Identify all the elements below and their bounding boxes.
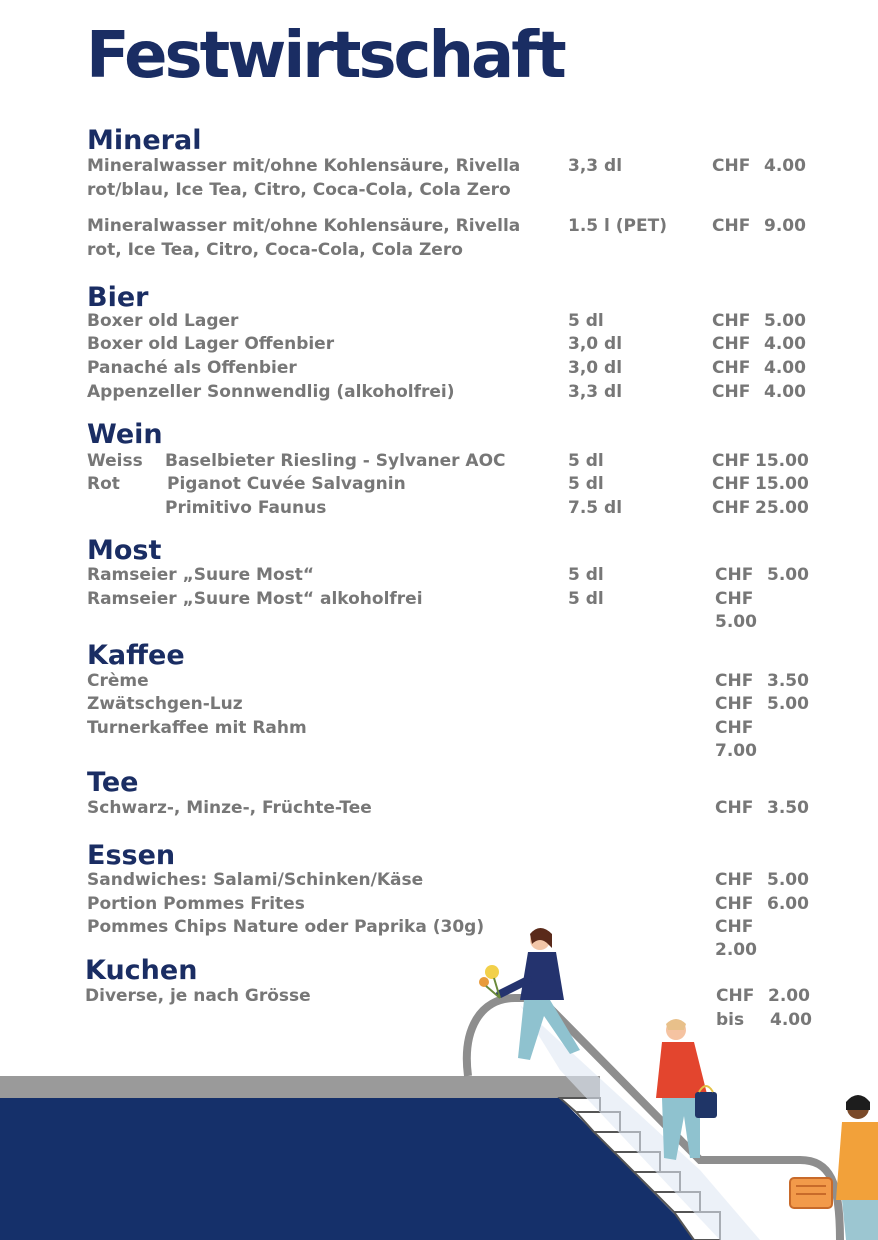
item-size: 5 dl	[568, 451, 604, 471]
price-range-connector: bis	[716, 1010, 745, 1030]
item-size: 5 dl	[568, 589, 604, 609]
item-name: Mineralwasser mit/ohne Kohlensäure, Rivella	[87, 156, 521, 176]
item-price: 5.00	[767, 694, 809, 714]
item-currency: CHF	[715, 894, 754, 914]
item-currency: CHF	[712, 498, 751, 518]
item-name: Ramseier „Suure Most“ alkoholfrei	[87, 589, 423, 609]
section-heading-kuchen: Kuchen	[85, 955, 198, 986]
item-currency: CHF	[715, 870, 754, 890]
item-price: 3.50	[767, 798, 809, 818]
item-price: 5.00	[767, 565, 809, 585]
person-with-flowers	[479, 928, 580, 1060]
item-currency: CHF	[712, 156, 751, 176]
item-price-max: 4.00	[770, 1010, 812, 1030]
item-price: 3.50	[767, 671, 809, 691]
item-currency: CHF	[715, 565, 754, 585]
item-size: 3,0 dl	[568, 334, 623, 354]
item-name: Zwätschgen-Luz	[87, 694, 243, 714]
item-price: 15.00	[755, 474, 809, 494]
section-heading-kaffee: Kaffee	[87, 640, 185, 671]
person-orange-jacket	[790, 1095, 878, 1240]
item-price: 4.00	[764, 334, 806, 354]
item-currency: CHF	[712, 311, 751, 331]
item-name: Diverse, je nach Grösse	[85, 986, 311, 1006]
item-currency: CHF	[715, 718, 754, 738]
item-currency: CHF	[715, 589, 754, 609]
item-size: 3,0 dl	[568, 358, 623, 378]
escalator-illustration	[0, 920, 878, 1240]
item-price: 5.00	[767, 870, 809, 890]
item-currency: CHF	[712, 358, 751, 378]
section-heading-most: Most	[87, 535, 162, 566]
item-size: 5 dl	[568, 311, 604, 331]
item-price: 4.00	[764, 156, 806, 176]
item-price: 25.00	[755, 498, 809, 518]
item-name: Turnerkaffee mit Rahm	[87, 718, 307, 738]
section-heading-mineral: Mineral	[87, 125, 202, 156]
item-name: Boxer old Lager Offenbier	[87, 334, 335, 354]
item-size: 5 dl	[568, 565, 604, 585]
item-size: 7.5 dl	[568, 498, 623, 518]
item-name: Ramseier „Suure Most“	[87, 565, 315, 585]
section-heading-wein: Wein	[87, 419, 163, 450]
page-title: Festwirtschaft	[86, 19, 564, 93]
item-size: 5 dl	[568, 474, 604, 494]
grey-ledge	[0, 1076, 600, 1098]
item-currency: CHF	[712, 216, 751, 236]
item-name: Schwarz-, Minze-, Früchte-Tee	[87, 798, 372, 818]
item-price: 4.00	[764, 382, 806, 402]
item-currency: CHF	[712, 451, 751, 471]
item-name: Baselbieter Riesling - Sylvaner AOC	[165, 451, 506, 471]
section-heading-tee: Tee	[87, 767, 139, 798]
item-size: 1.5 l (PET)	[568, 216, 667, 236]
item-price: 15.00	[755, 451, 809, 471]
item-price: 2.00	[768, 986, 810, 1006]
item-name: Appenzeller Sonnwendlig (alkoholfrei)	[87, 382, 455, 402]
wine-category: Rot	[87, 474, 120, 494]
item-currency: CHF	[715, 694, 754, 714]
item-name: Piganot Cuvée Salvagnin	[167, 474, 406, 494]
person-red-jacket	[656, 1019, 717, 1160]
item-currency: CHF	[715, 798, 754, 818]
item-price: 9.00	[764, 216, 806, 236]
item-currency: CHF	[715, 671, 754, 691]
item-price: 5.00	[764, 311, 806, 331]
item-price: 2.00	[715, 940, 757, 960]
section-heading-essen: Essen	[87, 840, 176, 871]
item-name: Boxer old Lager	[87, 311, 239, 331]
item-currency: CHF	[712, 474, 751, 494]
item-size: 3,3 dl	[568, 156, 623, 176]
item-size: 3,3 dl	[568, 382, 623, 402]
item-name: Sandwiches: Salami/Schinken/Käse	[87, 870, 424, 890]
item-price: 6.00	[767, 894, 809, 914]
item-currency: CHF	[712, 382, 751, 402]
section-heading-bier: Bier	[87, 282, 149, 313]
item-currency: CHF	[715, 917, 754, 937]
item-name: Primitivo Faunus	[165, 498, 327, 518]
item-name: Panaché als Offenbier	[87, 358, 297, 378]
item-name: Crème	[87, 671, 149, 691]
item-name: Portion Pommes Frites	[87, 894, 305, 914]
item-currency: CHF	[716, 986, 755, 1006]
item-name: Mineralwasser mit/ohne Kohlensäure, Rivella	[87, 216, 521, 236]
item-name: Pommes Chips Nature oder Paprika (30g)	[87, 917, 485, 937]
item-price: 4.00	[764, 358, 806, 378]
wine-category: Weiss	[87, 451, 143, 471]
item-currency: CHF	[712, 334, 751, 354]
item-name-continued: rot/blau, Ice Tea, Citro, Coca-Cola, Cola Zero	[87, 180, 511, 200]
item-price: 5.00	[715, 612, 757, 632]
item-price: 7.00	[715, 741, 757, 761]
item-name-continued: rot, Ice Tea, Citro, Coca-Cola, Cola Zero	[87, 240, 463, 260]
